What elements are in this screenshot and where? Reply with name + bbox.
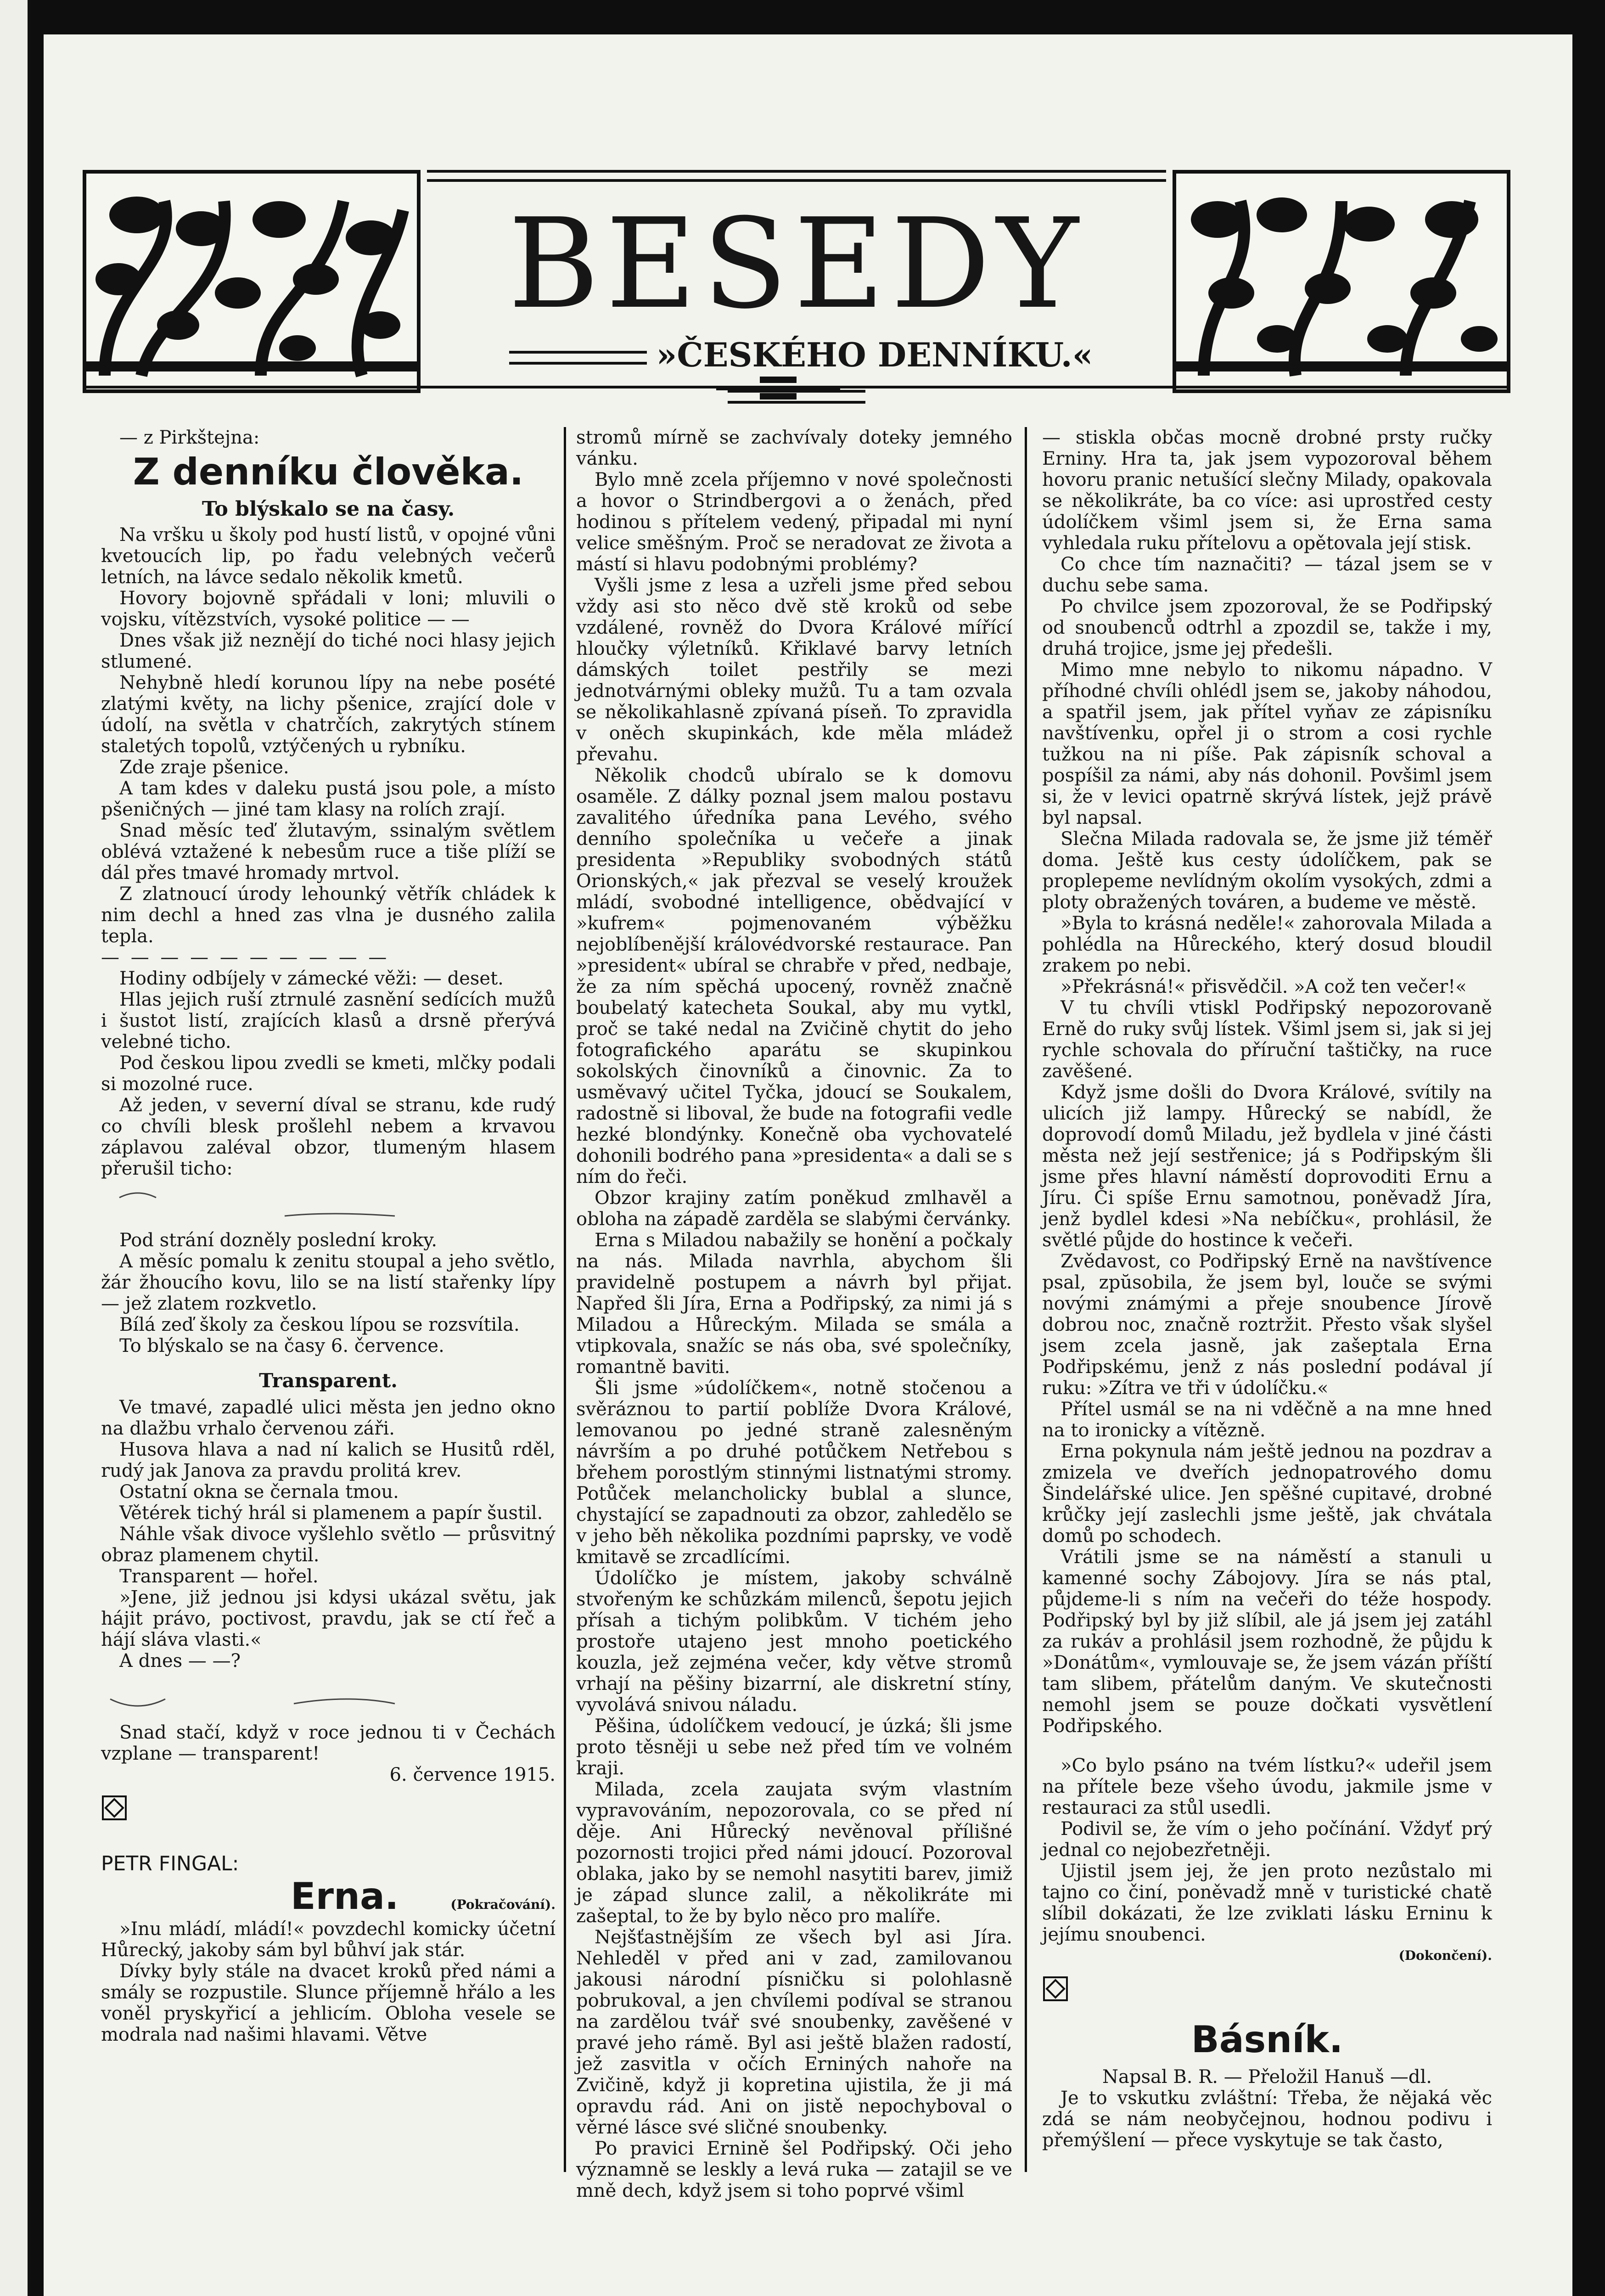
dateline: — z Pirkštejna:: [119, 427, 260, 448]
paragraph: Slečna Milada radovala se, že jsme již téměř doma. Ještě kus cesty údolíčkem, pak se proplepeme nevlídným okolím vysokých, zdmi a ploty obražených továren, a budeme ve městě.: [1042, 828, 1492, 913]
section-sigil-icon: [1042, 1975, 1069, 2002]
ornament-right: [1173, 170, 1510, 393]
paragraph: Přítel usmál se na ni vděčně a na mne hned na to ironicky a vítězně.: [1042, 1399, 1492, 1441]
paragraph: Údolíčko je místem, jakoby schválně stvořeným ke schůzkám milenců, šepotu jejich přísah a tichým polibkům. V tichém jeho prostoře utajeno jest mnoho poetického kouzla, jež zejména večer, kdy větve stromů vrhají na pěšiny bizarrní, ale diskretní stíny, vyvolává snivou náladu.: [576, 1568, 1012, 1716]
paragraph: Dívky byly stále na dvacet kroků před námi a smály se rozpustile. Slunce příjemně hřálo a les voněl pryskyřicí a jehlicím. Obloha vesele se modrala nad našimi hlavami. Větve: [101, 1961, 556, 2045]
paragraph: Vrátili jsme se na náměstí a stanuli u kamenné sochy Zábojovy. Jíra se nás ptal, půjdeme-li s ním na večeři do téže hospody. Podřipský byl by již slíbil, ale já jsem jej zatáhl za rukáv a prohlásil jsem rozhodně, že půjdu k »Donátům«, vymlouvaje se, že jsem vázán příští tam slibem, přátelům daným. Ve skutečnosti nemohl jsem se pouze dočkati vysvětlení Podřipského.: [1042, 1547, 1492, 1737]
paragraph: Nehybně hledí korunou lípy na nebe posété zlatými květy, na lichy pšenice, zrající dole v údolí, na světla v chatrčích, zakrytých stínem staletých topolů, vztýčených u rybníku.: [101, 672, 556, 757]
paragraph: Snad stačí, když v roce jednou ti v Čechách vzplane — transparent!: [101, 1722, 556, 1764]
title-box: [427, 170, 1166, 386]
paragraph: Po pravici Ernině šel Podřipský. Oči jeho významně se leskly a levá ruka — zatajil se ve mně dech, když jsem si toho poprvé všiml: [576, 2138, 1012, 2201]
paragraph: A měsíc pomalu k zenitu stoupal a jeho světlo, žár žhoucího kovu, lilo se na listí stařenky lípy — jež zlatem rozkvetlo.: [101, 1251, 556, 1314]
column-3: [1042, 427, 1492, 2151]
paragraph: »Jene, již jednou jsi kdysi ukázal světu, jak hájit právo, poctivost, pravdu, jak se ctí řeč a hájí sláva vlasti.«: [101, 1587, 556, 1650]
paragraph: Pěšina, údolíčkem vedoucí, je úzká; šli jsme proto těsněji u sebe než před tím ve volném kraji.: [576, 1716, 1012, 1779]
paragraph: Je to vskutku zvláštní: Třeba, že nějaká věc zdá se nám neobyčejnou, hodnou podivu i přemýšlení — přece vyskytuje se tak často,: [1042, 2088, 1492, 2151]
paragraph: Hodiny odbíjely v zámecké věži: — deset.: [119, 968, 504, 989]
paragraph: Obzor krajiny zatím poněkud zmlhavěl a obloha na západě zarděla se slabými červánky.: [576, 1187, 1012, 1230]
paragraph: Až jeden, v severní díval se stranu, kde rudý co chvíli blesk prošlehl nebem a krvavou záplavou zaléval obzor, tlumeným hlasem přerušil ticho:: [101, 1095, 556, 1179]
paragraph: Hovory bojovně spřádali v loni; mluvili o vojsku, vítězstvích, vysoké politice — —: [101, 588, 556, 630]
paragraph: »Byla to krásná neděle!« zahorovala Milada a pohlédla na Hůreckého, který dosud bloudil zrakem po nebi.: [1042, 913, 1492, 976]
paragraph: Milada, zcela zaujata svým vlastním vypravováním, nepozorovala, co se před ní děje. Ani Hůrecký nevěnoval přílišné pozornosti trojici před námi jdoucí. Pozoroval oblaka, jako by se nemohl nasytiti barev, jimiž je západ slunce zalil, a několikráte mi zašeptal, to že by bylo něco pro malíře.: [576, 1779, 1012, 1927]
paragraph: »Inu mládí, mládí!« povzdechl komicky účetní Hůrecký, jakoby sám byl bůhví jak stár.: [101, 1919, 556, 1961]
paragraph: — stiskla občas mocně drobné prsty ručky Erniny. Hra ta, jak jsem vypozoroval během hovoru pranic netušící slečny Milady, opakovala se několikráte, ba co více: asi uprostřed cesty údolíčkem všiml jsem si, že Erna sama vyhledala ruku přítelovu a opětovala její stisk.: [1042, 427, 1492, 554]
paragraph: Mimo mne nebylo to nikomu nápadno. V příhodné chvíli ohlédl jsem se, jakoby náhodou, a spatřil jsem, jak přítel vyňav ze zápisníku navštívenku, opřel ji o strom a cosi rychle tužkou na ni píše. Pak zápisník schoval a pospíšil za námi, aby nás dohonil. Povšiml jsem si, že v levici opatrně skrývá lístek, jejž právě byl napsal.: [1042, 659, 1492, 828]
masthead-title: BESEDY: [508, 191, 1085, 336]
continued-note: (Pokračování).: [450, 1897, 556, 1912]
section-sigil-icon: [101, 1795, 128, 1821]
paragraph: Ujistil jsem jej, že jen proto nezůstalo mi tajno co činí, poněvadž mně v turistické chatě slíbil dokázati, že lze zviklati lásku Erninu k jejímu snoubenci.: [1042, 1861, 1492, 1945]
article-heading-erna: Erna.: [290, 1875, 399, 1918]
paragraph: Husova hlava a nad ní kalich se Husitů rděl, rudý jak Janova za pravdu prolitá krev.: [101, 1439, 556, 1481]
column-1: [101, 427, 556, 2045]
paragraph: Erna s Miladou nabažily se honění a počkaly na nás. Milada navrhla, abychom šli pravidelně postupem a návrh byl přijat. Napřed šli Jíra, Erna a Podřipský, za nimi já s Miladou a Hůreckým. Milada se smála a vtipkovala, snažíc se nás oba, své společníky, romantně baviti.: [576, 1230, 1012, 1378]
paragraph: Bylo mně zcela příjemno v nové společnosti a hovor o Strindbergovi a o ženách, před hodinou s přítelem vedený, připadal mi nyní velice směšným. Proč se neradovat ze života a mástí si hlavu podobnými problémy?: [576, 469, 1012, 575]
paragraph: Podivil se, že vím o jeho počínání. Vždyť prý jednal co nejobezřetněji.: [1042, 1818, 1492, 1861]
paragraph: Zvědavost, co Podřipský Erně na navštívence psal, zpŭsobila, že jsem byl, louče se svými novými známými a přeje snoubence Jírově dobrou noc, značně roztržit. Přesto však slyšel jsem zcela jasně, jak zašeptala Erna Podřipskému, jenž z nás poslední podával jí ruku: »Zítra ve tři v údolíčku.«: [1042, 1251, 1492, 1399]
paragraph: Pod českou lipou zvedli se kmeti, mlčky podali si mozolné ruce.: [101, 1052, 556, 1095]
paragraph: Šli jsme »údolíčkem«, notně stočenou a svěráznou to partií poblíže Dvora Králové, lemovanou po jedné straně zalesněným návrším a po druhé potůčkem Netřebou s břehem porostlým stinnými listnatými stromy. Potůček melancholicky bublal a slunce, chystající se zapadnouti za obzor, zahledělo se v jeho běh několika pozdními paprsky, ve vodě kmitavě se zrcadlícími.: [576, 1378, 1012, 1568]
masthead-subtitle: »ČESKÉHO DENNÍKU.«: [656, 335, 1093, 374]
paragraph: Zde zraje pšenice.: [119, 757, 289, 778]
paragraph: A tam kdes v daleku pustá jsou pole, a místo pšeničných — jiné tam klasy na rolích zrají.: [101, 778, 556, 820]
dash-separator: — — — — — — — — — —: [101, 947, 390, 968]
byline: Napsal B. R. — Přeložil Hanuš —dl.: [1102, 2066, 1432, 2088]
column-divider-2: [1025, 427, 1027, 2172]
paragraph: Pod strání dozněly poslední kroky.: [119, 1230, 438, 1251]
concluded-note: (Dokončení).: [1398, 1948, 1492, 1963]
paragraph: »Překrásná!« přisvědčil. »A což ten večer!«: [1061, 976, 1467, 997]
blank-squiggle: [101, 1671, 514, 1717]
paragraph: Vyšli jsme z lesa a uzřeli jsme před sebou vždy asi sto něco dvě stě kroků od sebe vzdálené, rovněž do Dvora Králové mířící hloučky výletníků. Křiklavé barvy letních dámských toilet pestřily se mezi jednotvárnými obleky mužů. Tu a tam ozvala se několikahlasně zpívaná píseň. To zpravidla v oněch skupinkách, kde měla mládež převahu.: [576, 575, 1012, 765]
paragraph: stromů mírně se zachvívaly doteky jemného vánku.: [576, 427, 1012, 469]
paragraph: A dnes — —?: [119, 1650, 241, 1671]
paragraph: Snad měsíc teď žlutavým, ssinalým světlem oblévá vztažené k nebesům ruce a tiše plíží se dál přes tmavé hromady mrtvol.: [101, 820, 556, 884]
author-byline: PETR FINGAL:: [101, 1852, 239, 1875]
paragraph: Na vršku u školy pod hustí listů, v opojné vůni kvetoucích lip, po řadu velebných večerů letních, na lávce sedalo několik kmetů.: [101, 524, 556, 588]
masthead: [83, 129, 1510, 374]
article-heading-denik: Z denníku člověka.: [133, 450, 524, 493]
date-signature: 6. července 1915.: [389, 1764, 556, 1785]
ornament-left: [83, 170, 421, 393]
column-divider-1: [564, 427, 566, 2172]
title-top-rule: [427, 170, 1166, 182]
article-heading-transparent: Transparent.: [259, 1369, 398, 1392]
article-heading-basnik: Básník.: [1191, 2018, 1343, 2061]
subtitle-rule-left: [509, 351, 647, 365]
paragraph: Dnes však již neznějí do tiché noci hlasy jejich stlumené.: [101, 630, 556, 672]
paragraph: Z zlatnoucí úrody lehounký větřík chládek k nim dechl a hned zas vlna je dusného zalila tepla.: [101, 884, 556, 947]
paragraph: To blýskalo se na časy 6. července.: [119, 1335, 444, 1356]
paragraph: Několik chodců ubíralo se k domovu osaměle. Z dálky poznal jsem malou postavu zavalitého úředníka pana Levého, svého denního společníka u večeře a jinak presidenta »Republiky svobodných států Orionských,« jak přezval se veselý kroužek mládí, svobodné intelligence, obědvající v »kufrem« pojmenovaném výběžku nejoblíbenější královédvorské restaurace. Pan »president« ubíral se chrabře v před, nedbaje, že za ním spěchá upocený, rovněž značně boubelatý katecheta Soukal, aby mu vytkl, proč se také nedal na Zvičině chytit do jeho fotografického aparátu se skupinkou sokolských činovníků a činovnic. Za to usměvavý učitel Tyčka, jdoucí se Soukalem, radostně si liboval, že bude na fotografii vedle hezké blondýnky. Konečně oba vychovatelé dohonili bodrého pana »presidenta« a dali se s ním do řeči.: [576, 765, 1012, 1187]
paragraph: Erna pokynula nám ještě jednou na pozdrav a zmizela ve dveřích jednopatrového domu Šindelářské ulice. Jen spěšné cupitavé, drobné krůčky její zaslechli jsme ještě, jak chvátala domů po schodech.: [1042, 1441, 1492, 1547]
erna-heading-row: [101, 1874, 556, 1919]
spacer: [1042, 1737, 1492, 1755]
article-subheading: To blýskalo se na časy.: [202, 497, 455, 521]
paragraph: Ve tmavé, zapadlé ulici města jen jedno okno na dlažbu vrhalo červenou záři.: [101, 1397, 556, 1439]
paragraph: Hlas jejich ruší ztrnulé zasnění sedících mužů i šustot listí, zrajících klasů a drsně přerývá velebné ticho.: [101, 989, 556, 1052]
paragraph: »Co bylo psáno na tvém lístku?« udeřil jsem na přítele beze všeho úvodu, jakmile jsme v restauraci za stůl usedli.: [1042, 1755, 1492, 1818]
paragraph: Transparent — hořel.: [119, 1566, 319, 1587]
center-ornament: [716, 374, 840, 402]
paragraph: Když jsme došli do Dvora Králové, svítily na ulicích již lampy. Hůrecký se nabídl, že doprovodí domů Miladu, jež bydlela v jiné části města než její sestřenice; já s Podřipským šli jsme přes hlavní náměstí doprovoditi Ernu a Jíru. Či spíše Ernu samotnou, poněvadž Jíra, jenž bydlel kdesi »Na nebíčku«, prohlásil, že světlé půjde do hostince k večeři.: [1042, 1082, 1492, 1251]
paragraph: Po chvilce jsem zpozoroval, že se Podřipský od snoubenců odtrhl a zpozdil se, takže i my, druhá trojice, jsme jej předešli.: [1042, 596, 1492, 659]
column-2: [576, 427, 1012, 2201]
page-edge-left: [0, 0, 30, 2296]
paragraph: Náhle však divoce vyšlehlo světlo — průsvitný obraz plamenem chytil.: [101, 1524, 556, 1566]
paragraph: Co chce tím naznačiti? — tázal jsem se v duchu sebe sama.: [1042, 554, 1492, 596]
paragraph: Ostatní okna se černala tmou.: [119, 1481, 399, 1503]
paragraph: Nejšťastnějším ze všech byl asi Jíra. Nehleděl v před ani v zad, zamilovanou jakousi národní písničku si polohlasně pobrukoval, a jen chvílemi podíval se stranou na zardělou tvář své snoubenky, zavěšené v pravé jeho rámě. Byl asi ještě blažen radostí, jež zasvitla v očích Erniných nahoře na Zvičině, když ji kopretina ujistila, že ji má opravdu rád. Ani on jistě nepochyboval o věrné lásce své sličné snoubenky.: [576, 1927, 1012, 2138]
paragraph: Větérek tichý hrál si plamenem a papír šustil.: [119, 1503, 543, 1524]
paragraph: V tu chvíli vtiskl Podřipský nepozorovaně Erně do ruky svůj lístek. Všiml jsem si, jak si jej rychle schovala do příruční taštičky, na ruce zavěšené.: [1042, 997, 1492, 1082]
blank-squiggle: [101, 1179, 514, 1225]
paragraph: Bílá zeď školy za českou lípou se rozsvítila.: [119, 1314, 520, 1335]
